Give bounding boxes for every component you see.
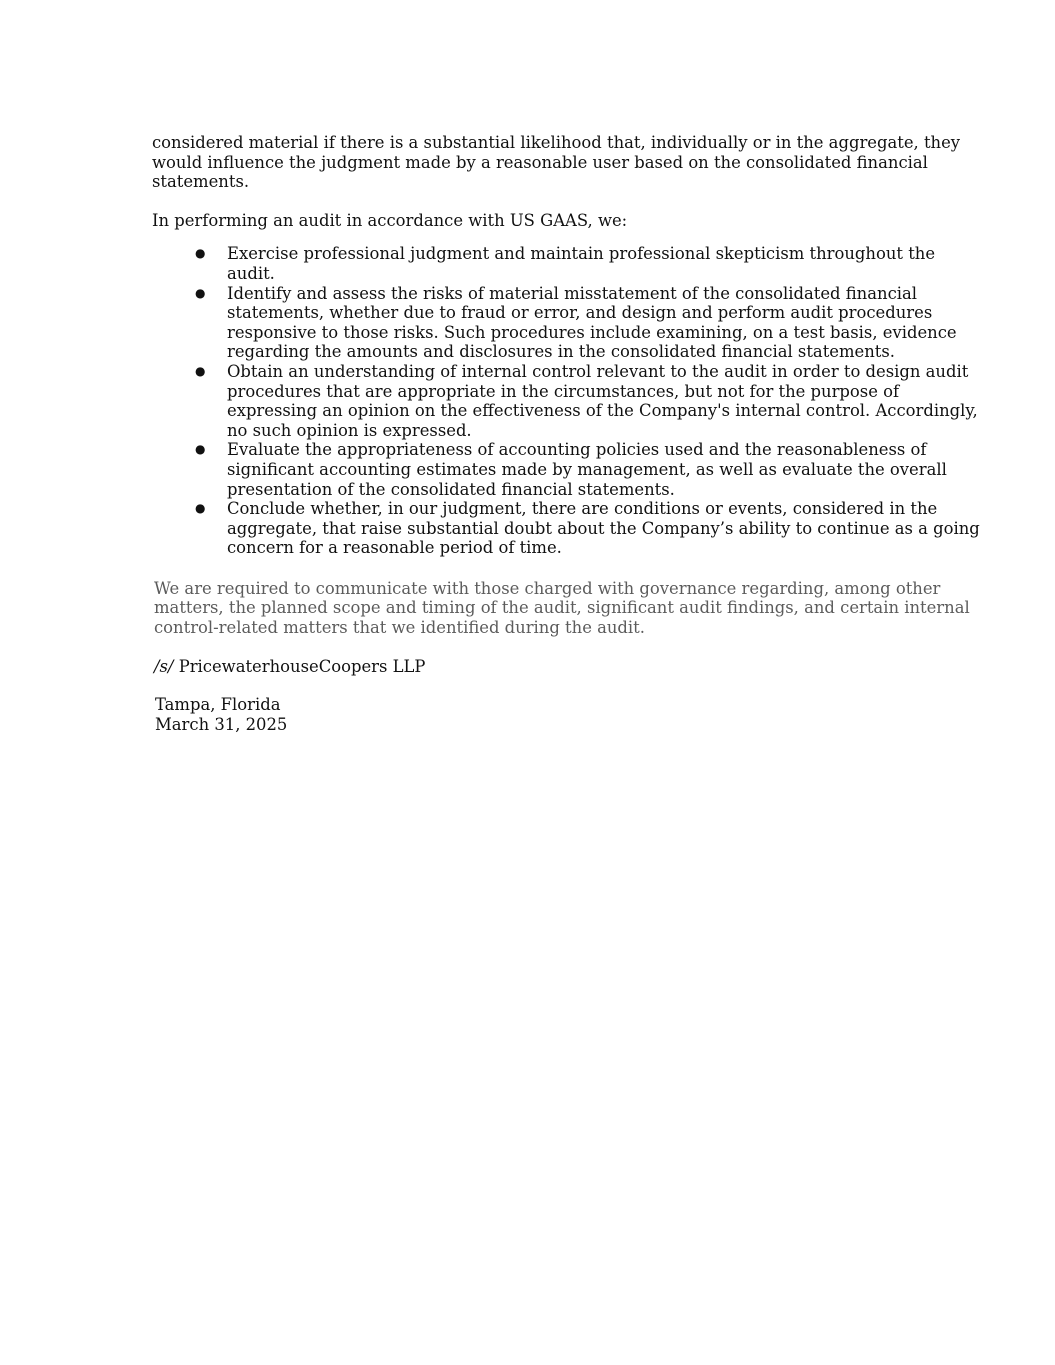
list-item: [195, 244, 982, 283]
signature-name: PricewaterhouseCoopers LLP: [178, 656, 426, 676]
list-item-text: Conclude whether, in our judgment, there are conditions or events, considered in the aggregate, that raise substantial doubt about the Company’s ability to continue as a going concern for a reasonable period of time.: [227, 499, 980, 558]
bullet-icon: ●: [195, 363, 206, 378]
signature-line: [154, 657, 982, 677]
intro-paragraph: considered material if there is a substantial likelihood that, individually or in the aggregate, they would influence the judgment made by a reasonable user based on the consolidated financial statements.: [152, 133, 961, 192]
signing-location: Tampa, Florida: [155, 695, 281, 715]
bullet-icon: ●: [195, 501, 206, 516]
list-item-text: Evaluate the appropriateness of accounting policies used and the reasonableness of significant accounting estimates made by management, as well as evaluate the overall presentation of the consolidated financial statements.: [227, 440, 947, 499]
audit-lead-in: In performing an audit in accordance with US GAAS, we:: [152, 210, 628, 230]
list-item: [195, 361, 982, 440]
signature-mark: /s/: [154, 656, 174, 676]
bullet-icon: ●: [195, 442, 206, 457]
list-item: [195, 283, 982, 362]
list-item-text: Identify and assess the risks of material misstatement of the consolidated financial statements, whether due to fraud or error, and design and perform audit procedures responsive to those risks. Such procedures include examining, on a test basis, evidence regarding the amounts and disclosures in the consolidated financial statements.: [227, 283, 957, 362]
list-item: [195, 499, 982, 558]
document-page: [152, 133, 982, 734]
list-item: [195, 440, 982, 499]
bullet-icon: ●: [195, 285, 206, 300]
list-item-text: Exercise professional judgment and maintain professional skepticism throughout the audit.: [227, 244, 936, 283]
bullet-icon: ●: [195, 246, 206, 261]
signing-date: March 31, 2025: [155, 714, 288, 734]
list-item-text: Obtain an understanding of internal control relevant to the audit in order to design audit procedures that are appropriate in the circumstances, but not for the purpose of expressing an opinion on the effectiveness of the Company's internal control. Accordingly, no such opinion is expressed.: [227, 361, 978, 440]
audit-procedures-list: [152, 244, 982, 558]
governance-paragraph: We are required to communicate with those charged with governance regarding, among other matters, the planned scope and timing of the audit, significant audit findings, and certain internal control-related matters that we identified during the audit.: [154, 578, 970, 638]
